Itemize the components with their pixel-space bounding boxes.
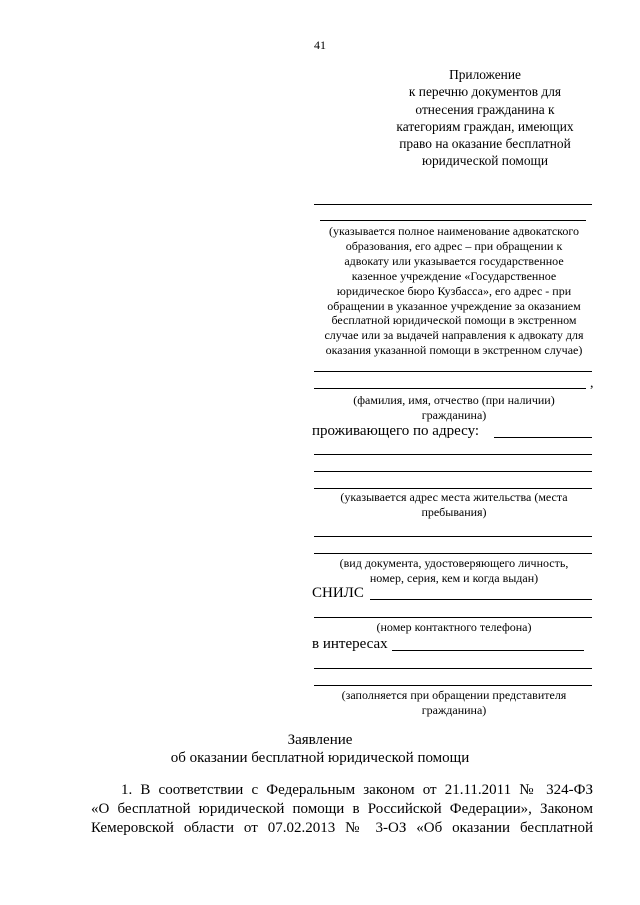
appendix-line: к перечню документов для bbox=[408, 84, 562, 100]
document-blank-line[interactable] bbox=[314, 553, 592, 554]
name-blank-line[interactable] bbox=[314, 371, 592, 372]
paragraph-line: Кемеровской области от 07.02.2013 № 3-ОЗ «Об оказании бесплатной bbox=[91, 820, 593, 836]
paragraph-line: 1. В соответствии с Федеральным законом от 21.11.2011 № 324-ФЗ bbox=[121, 782, 593, 798]
address-blank-line[interactable] bbox=[494, 437, 592, 438]
statement-subtitle: об оказании бесплатной юридической помощи bbox=[170, 750, 470, 766]
page-number: 41 bbox=[314, 38, 326, 52]
appendix-line: Приложение bbox=[449, 67, 521, 82]
org-note: (указывается полное наименование адвокатского образования, его адрес – при обращении к адвокату или указывается государственное казенное учреждение «Государственное юридическое бюро Кузбасса», его адрес - при обращении в указанное учреждение за оказанием бесплатной юридической помощи в экстренном случае или за выдачей направления к адвокату для оказания указанной помощи в экстренном случае) bbox=[324, 224, 584, 358]
appendix-heading bbox=[370, 66, 600, 170]
phone-blank-line[interactable] bbox=[314, 617, 592, 618]
statement-paragraph bbox=[91, 781, 593, 838]
address-label: проживающего по адресу: bbox=[312, 423, 480, 439]
appendix-line: юридической помощи bbox=[421, 153, 549, 169]
appendix-line: отнесения гражданина к bbox=[415, 101, 555, 117]
name-blank-line[interactable] bbox=[314, 388, 586, 389]
appendix-line: право на оказание бесплатной bbox=[399, 136, 571, 152]
org-blank-line[interactable] bbox=[314, 204, 592, 205]
interests-blank-line[interactable] bbox=[314, 685, 592, 686]
org-blank-line[interactable] bbox=[320, 220, 586, 221]
name-note: (фамилия, имя, отчество (при наличии) гражданина) bbox=[353, 393, 555, 422]
snils-label: СНИЛС bbox=[312, 585, 364, 601]
phone-note: (номер контактного телефона) bbox=[376, 620, 532, 634]
interests-label: в интересах bbox=[312, 636, 388, 652]
snils-blank-line[interactable] bbox=[370, 599, 592, 600]
representative-note: (заполняется при обращении представителя гражданина) bbox=[341, 688, 567, 717]
address-blank-line[interactable] bbox=[314, 471, 592, 472]
interests-blank-line[interactable] bbox=[314, 668, 592, 669]
paragraph-line: «О бесплатной юридической помощи в Российской Федерации», Законом bbox=[91, 801, 593, 817]
address-note: (указывается адрес места жительства (места пребывания) bbox=[340, 490, 568, 519]
address-blank-line[interactable] bbox=[314, 488, 592, 489]
document-blank-line[interactable] bbox=[314, 536, 592, 537]
interests-blank-line[interactable] bbox=[392, 650, 584, 651]
appendix-line: категориям граждан, имеющих bbox=[396, 118, 574, 134]
address-blank-line[interactable] bbox=[314, 454, 592, 455]
name-comma: , bbox=[590, 376, 594, 391]
document-note: (вид документа, удостоверяющего личность, номер, серия, кем и когда выдан) bbox=[339, 556, 569, 585]
statement-title: Заявление bbox=[287, 732, 353, 748]
